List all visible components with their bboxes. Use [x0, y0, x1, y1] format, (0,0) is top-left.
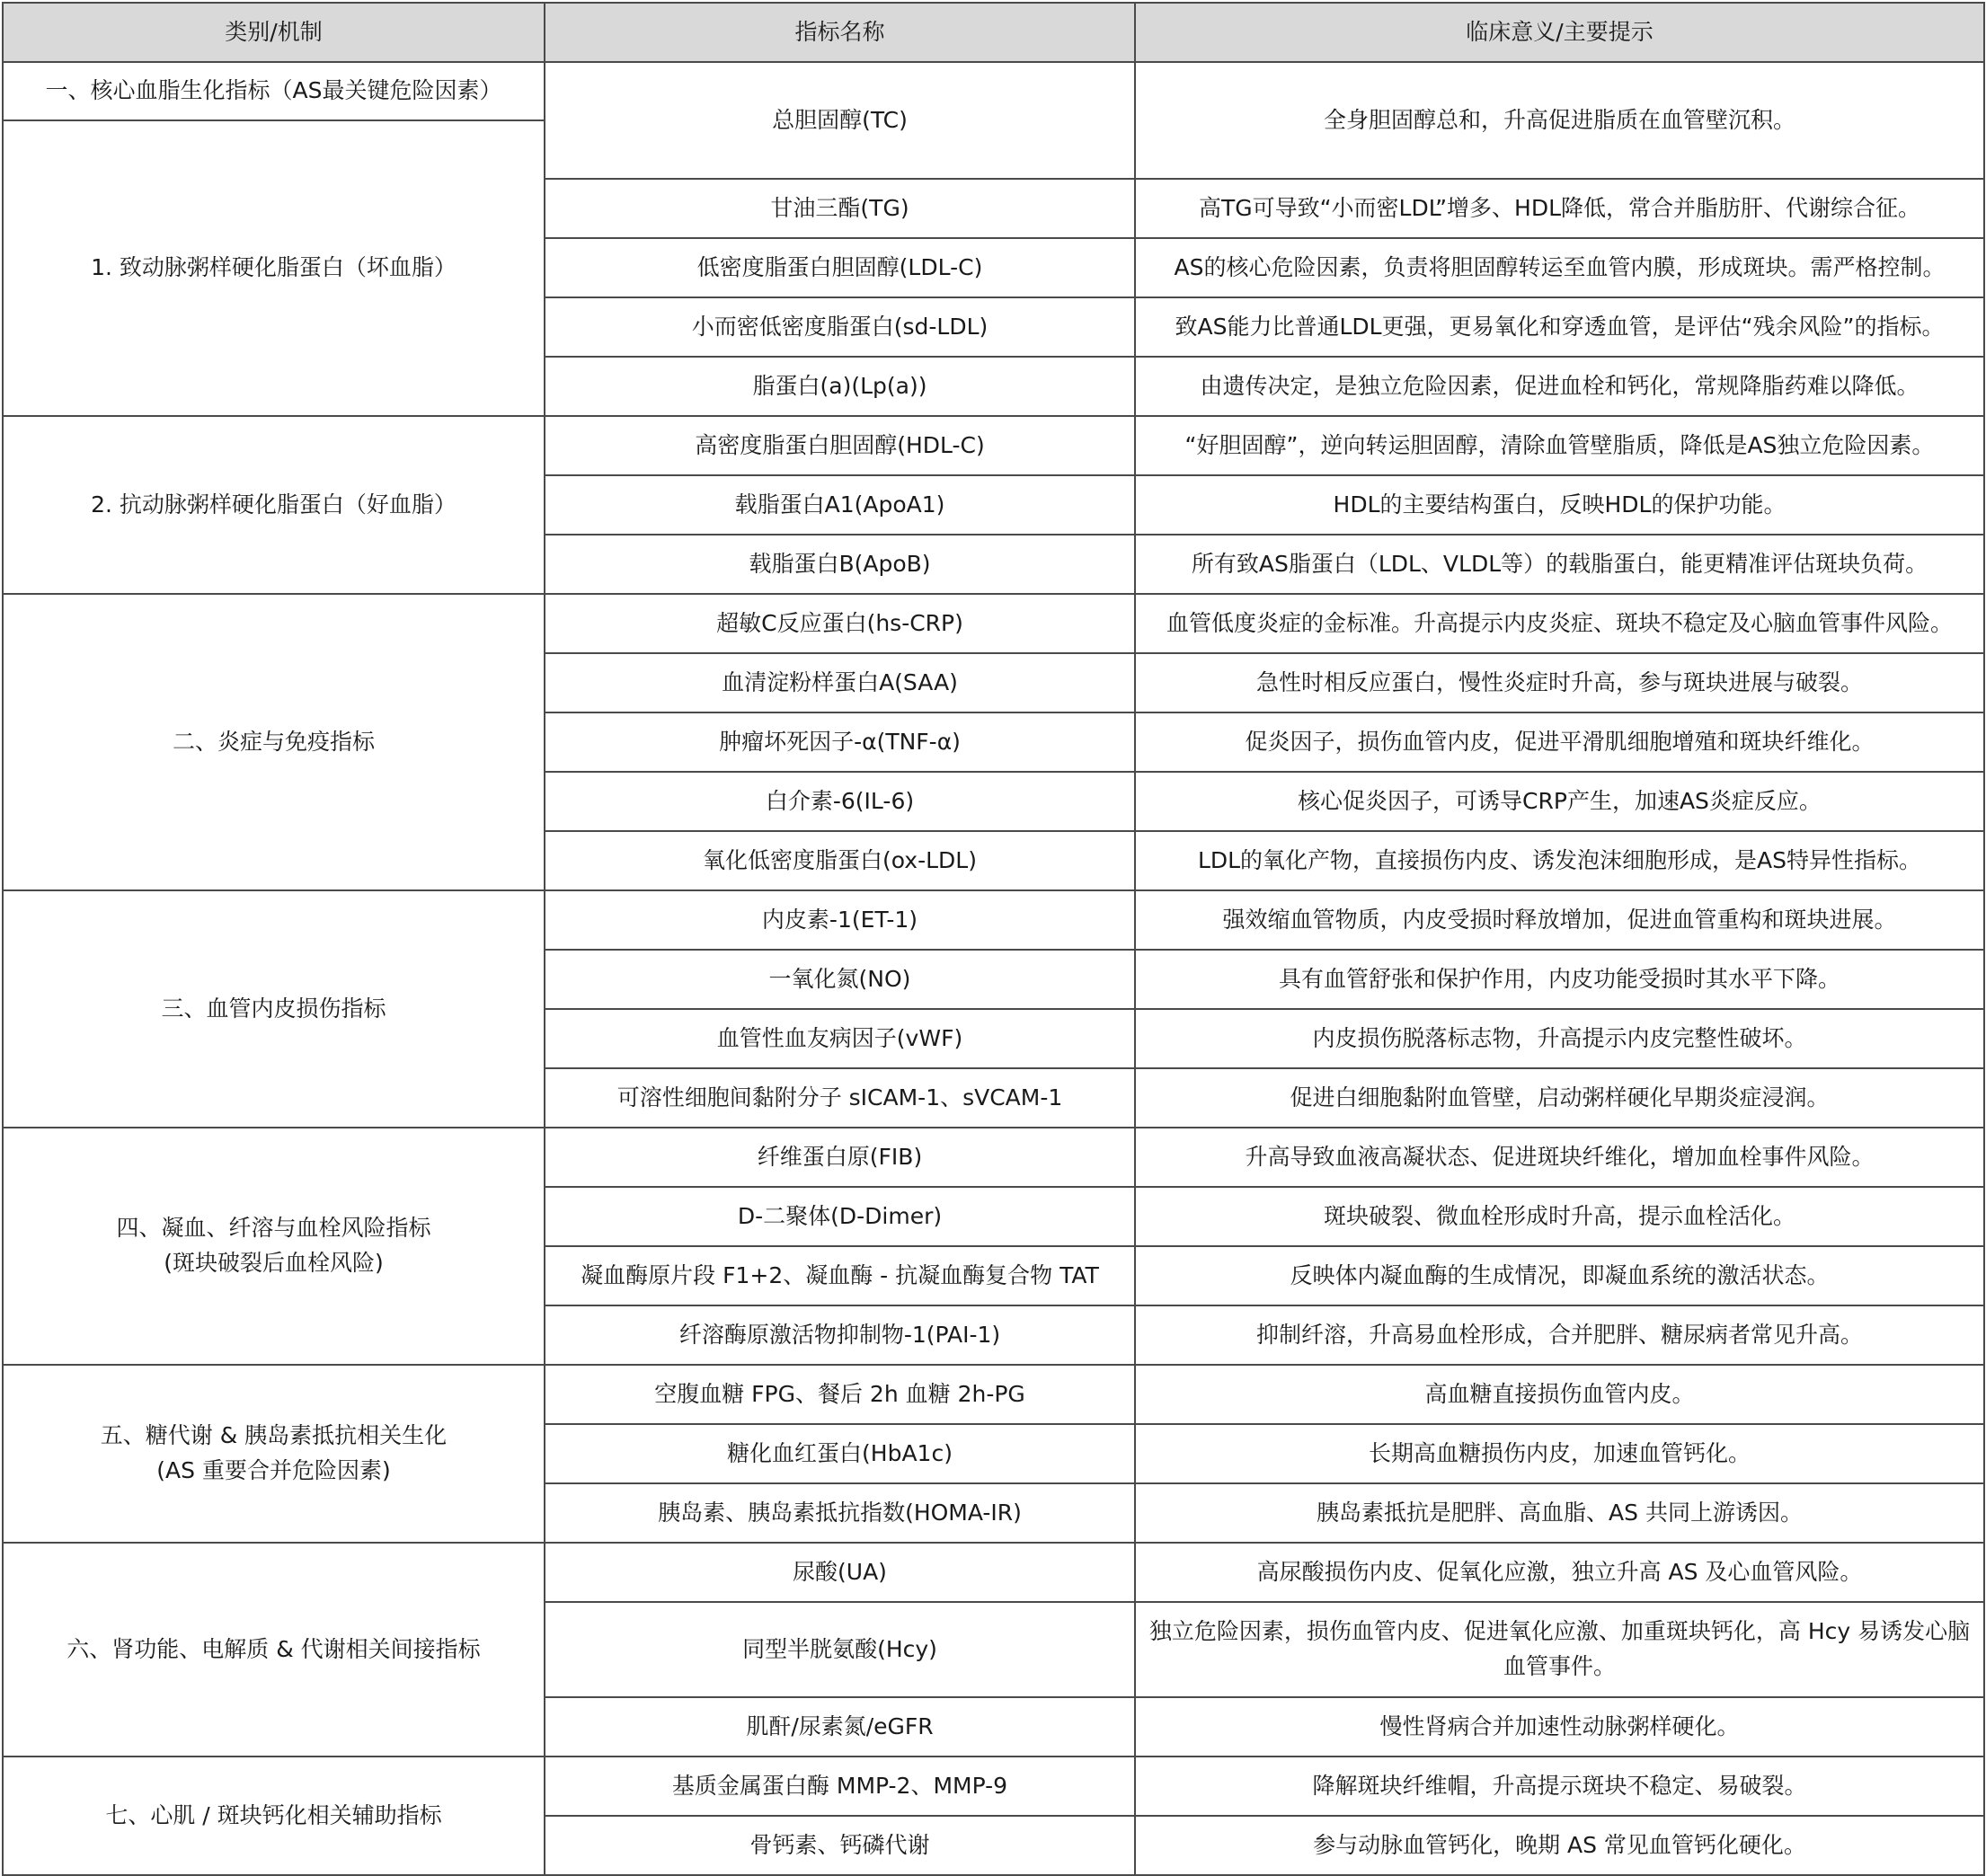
indicator-name-cell: 胰岛素、胰岛素抵抗指数(HOMA-IR)	[545, 1483, 1135, 1543]
indicator-name-cell: 骨钙素、钙磷代谢	[545, 1816, 1135, 1875]
clinical-meaning-cell: LDL的氧化产物，直接损伤内皮、诱发泡沫细胞形成，是AS特异性指标。	[1135, 831, 1984, 890]
category-cell: 2. 抗动脉粥样硬化脂蛋白（好血脂）	[3, 416, 545, 594]
clinical-meaning-cell: 血管低度炎症的金标准。升高提示内皮炎症、斑块不稳定及心脑血管事件风险。	[1135, 594, 1984, 653]
clinical-meaning-cell: 全身胆固醇总和，升高促进脂质在血管壁沉积。	[1135, 62, 1984, 179]
indicator-name-cell: 肌酐/尿素氮/eGFR	[545, 1697, 1135, 1757]
table-row	[3, 1128, 1984, 1187]
clinical-meaning-cell: 由遗传决定，是独立危险因素，促进血栓和钙化，常规降脂药难以降低。	[1135, 357, 1984, 416]
table-header-row	[3, 3, 1984, 62]
table-row	[3, 62, 1984, 120]
header-clinical-meaning: 临床意义/主要提示	[1135, 3, 1984, 62]
indicator-name-cell: 载脂蛋白A1(ApoA1)	[545, 475, 1135, 535]
clinical-meaning-cell: 高尿酸损伤内皮、促氧化应激，独立升高 AS 及心血管风险。	[1135, 1543, 1984, 1602]
indicator-name-cell: 空腹血糖 FPG、餐后 2h 血糖 2h-PG	[545, 1365, 1135, 1424]
indicator-name-cell: 尿酸(UA)	[545, 1543, 1135, 1602]
clinical-meaning-cell: 抑制纤溶，升高易血栓形成，合并肥胖、糖尿病者常见升高。	[1135, 1305, 1984, 1365]
header-category: 类别/机制	[3, 3, 545, 62]
clinical-meaning-cell: “好胆固醇”，逆向转运胆固醇，清除血管壁脂质，降低是AS独立危险因素。	[1135, 416, 1984, 475]
clinical-meaning-cell: 长期高血糖损伤内皮，加速血管钙化。	[1135, 1424, 1984, 1483]
table-row	[3, 890, 1984, 950]
category-cell: 二、炎症与免疫指标	[3, 594, 545, 890]
indicator-name-cell: 一氧化氮(NO)	[545, 950, 1135, 1009]
clinical-meaning-cell: 内皮损伤脱落标志物，升高提示内皮完整性破坏。	[1135, 1009, 1984, 1068]
header-indicator-name: 指标名称	[545, 3, 1135, 62]
table-row	[3, 416, 1984, 475]
indicator-name-cell: 低密度脂蛋白胆固醇(LDL-C)	[545, 238, 1135, 297]
indicator-table	[2, 2, 1985, 1876]
category-cell: 三、血管内皮损伤指标	[3, 890, 545, 1128]
category-cell: 四、凝血、纤溶与血栓风险指标 (斑块破裂后血栓风险)	[3, 1128, 545, 1365]
indicator-name-cell: 同型半胱氨酸(Hcy)	[545, 1602, 1135, 1697]
clinical-meaning-cell: 胰岛素抵抗是肥胖、高血脂、AS 共同上游诱因。	[1135, 1483, 1984, 1543]
indicator-name-cell: 超敏C反应蛋白(hs-CRP)	[545, 594, 1135, 653]
indicator-name-cell: 内皮素-1(ET-1)	[545, 890, 1135, 950]
clinical-meaning-cell: 反映体内凝血酶的生成情况，即凝血系统的激活状态。	[1135, 1246, 1984, 1305]
clinical-meaning-cell: 降解斑块纤维帽，升高提示斑块不稳定、易破裂。	[1135, 1757, 1984, 1816]
clinical-meaning-cell: 急性时相反应蛋白，慢性炎症时升高，参与斑块进展与破裂。	[1135, 653, 1984, 712]
category-cell: 五、糖代谢 & 胰岛素抵抗相关生化 (AS 重要合并危险因素)	[3, 1365, 545, 1543]
clinical-meaning-cell: 所有致AS脂蛋白（LDL、VLDL等）的载脂蛋白，能更精准评估斑块负荷。	[1135, 535, 1984, 594]
category-cell: 1. 致动脉粥样硬化脂蛋白（坏血脂）	[3, 120, 545, 416]
clinical-meaning-cell: 高血糖直接损伤血管内皮。	[1135, 1365, 1984, 1424]
clinical-meaning-cell: 慢性肾病合并加速性动脉粥样硬化。	[1135, 1697, 1984, 1757]
clinical-meaning-cell: 促进白细胞黏附血管壁，启动粥样硬化早期炎症浸润。	[1135, 1068, 1984, 1128]
indicator-name-cell: 白介素-6(IL-6)	[545, 772, 1135, 831]
clinical-meaning-cell: 独立危险因素，损伤血管内皮、促进氧化应激、加重斑块钙化，高 Hcy 易诱发心脑血管事件。	[1135, 1602, 1984, 1697]
clinical-meaning-cell: 升高导致血液高凝状态、促进斑块纤维化，增加血栓事件风险。	[1135, 1128, 1984, 1187]
indicator-name-cell: 载脂蛋白B(ApoB)	[545, 535, 1135, 594]
indicator-name-cell: 血管性血友病因子(vWF)	[545, 1009, 1135, 1068]
table-row	[3, 1757, 1984, 1816]
clinical-meaning-cell: 高TG可导致“小而密LDL”增多、HDL降低，常合并脂肪肝、代谢综合征。	[1135, 179, 1984, 238]
clinical-meaning-cell: 具有血管舒张和保护作用，内皮功能受损时其水平下降。	[1135, 950, 1984, 1009]
indicator-name-cell: 凝血酶原片段 F1+2、凝血酶 - 抗凝血酶复合物 TAT	[545, 1246, 1135, 1305]
indicator-name-cell: 基质金属蛋白酶 MMP-2、MMP-9	[545, 1757, 1135, 1816]
indicator-name-cell: 高密度脂蛋白胆固醇(HDL-C)	[545, 416, 1135, 475]
category-cell: 一、核心血脂生化指标（AS最关键危险因素）	[3, 62, 545, 120]
indicator-name-cell: D-二聚体(D-Dimer)	[545, 1187, 1135, 1246]
clinical-meaning-cell: 斑块破裂、微血栓形成时升高，提示血栓活化。	[1135, 1187, 1984, 1246]
indicator-name-cell: 纤维蛋白原(FIB)	[545, 1128, 1135, 1187]
indicator-name-cell: 肿瘤坏死因子-α(TNF-α)	[545, 712, 1135, 772]
indicator-name-cell: 氧化低密度脂蛋白(ox-LDL)	[545, 831, 1135, 890]
indicator-name-cell: 糖化血红蛋白(HbA1c)	[545, 1424, 1135, 1483]
indicator-name-cell: 总胆固醇(TC)	[545, 62, 1135, 179]
clinical-meaning-cell: 促炎因子，损伤血管内皮，促进平滑肌细胞增殖和斑块纤维化。	[1135, 712, 1984, 772]
clinical-meaning-cell: 强效缩血管物质，内皮受损时释放增加，促进血管重构和斑块进展。	[1135, 890, 1984, 950]
indicator-name-cell: 脂蛋白(a)(Lp(a))	[545, 357, 1135, 416]
indicator-name-cell: 小而密低密度脂蛋白(sd-LDL)	[545, 297, 1135, 357]
category-cell: 七、心肌 / 斑块钙化相关辅助指标	[3, 1757, 545, 1875]
table-row	[3, 1365, 1984, 1424]
table-row	[3, 1543, 1984, 1602]
clinical-meaning-cell: AS的核心危险因素，负责将胆固醇转运至血管内膜，形成斑块。需严格控制。	[1135, 238, 1984, 297]
indicator-name-cell: 纤溶酶原激活物抑制物-1(PAI-1)	[545, 1305, 1135, 1365]
clinical-meaning-cell: 参与动脉血管钙化，晚期 AS 常见血管钙化硬化。	[1135, 1816, 1984, 1875]
indicator-name-cell: 甘油三酯(TG)	[545, 179, 1135, 238]
category-cell: 六、肾功能、电解质 & 代谢相关间接指标	[3, 1543, 545, 1757]
clinical-meaning-cell: HDL的主要结构蛋白，反映HDL的保护功能。	[1135, 475, 1984, 535]
indicator-name-cell: 可溶性细胞间黏附分子 sICAM-1、sVCAM-1	[545, 1068, 1135, 1128]
indicator-name-cell: 血清淀粉样蛋白A(SAA)	[545, 653, 1135, 712]
clinical-meaning-cell: 致AS能力比普通LDL更强，更易氧化和穿透血管，是评估“残余风险”的指标。	[1135, 297, 1984, 357]
clinical-meaning-cell: 核心促炎因子，可诱导CRP产生，加速AS炎症反应。	[1135, 772, 1984, 831]
table-row	[3, 594, 1984, 653]
